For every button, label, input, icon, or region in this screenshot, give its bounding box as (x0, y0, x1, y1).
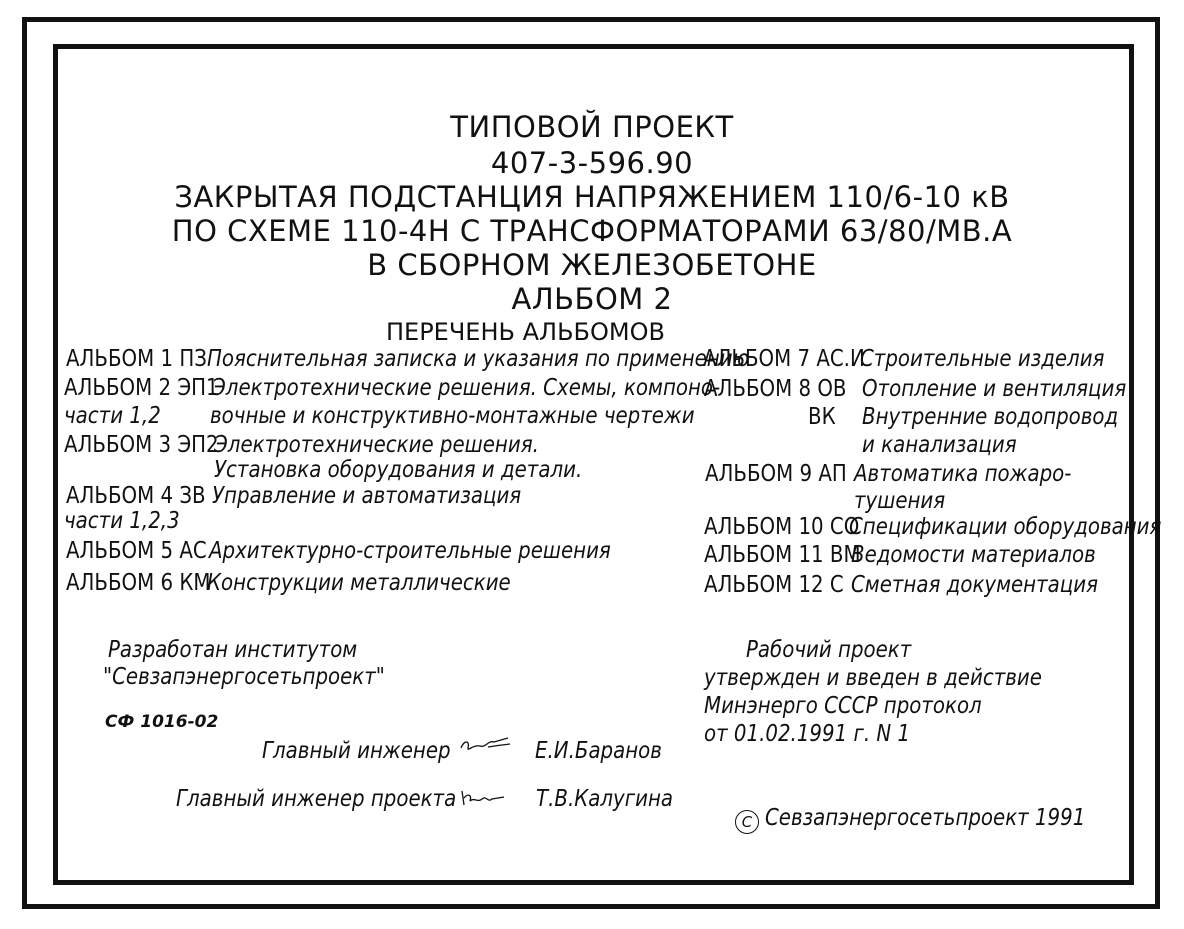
approval-line-2: утвержден и введен в действие (704, 665, 1042, 691)
title-line-concrete: В СБОРНОМ ЖЕЛЕЗОБЕТОНЕ (367, 248, 817, 282)
album-5-code: АЛЬБОМ 5 АС (66, 538, 207, 564)
album-6-desc: Конструкции металлические (207, 570, 511, 596)
developer-line-1: Разработан институтом (108, 637, 358, 663)
chief-engineer-name: Е.И.Баранов (535, 738, 662, 764)
album-2-parts: части 1,2 (64, 403, 161, 429)
album-4-code: АЛЬБОМ 4 ЗВ (66, 483, 206, 509)
album-5-desc: Архитектурно-строительные решения (209, 538, 611, 564)
title-album: АЛЬБОМ 2 (511, 282, 673, 316)
album-10-desc: Спецификации оборудования (849, 514, 1162, 540)
album-6-code: АЛЬБОМ 6 КМ (66, 570, 211, 596)
album-4-desc: Управление и автоматизация (212, 483, 522, 509)
album-1-code: АЛЬБОМ 1 ПЗ (66, 346, 207, 372)
document-code: СФ 1016-02 (105, 712, 219, 732)
approval-line-1: Рабочий проект (746, 637, 912, 663)
album-11-code: АЛЬБОМ 11 ВМ (704, 542, 861, 568)
title-line-scheme: ПО СХЕМЕ 110-4Н С ТРАНСФОРМАТОРАМИ 63/80/МВ.А (171, 214, 1013, 248)
album-8b-desc-1: Внутренние водопровод (862, 404, 1119, 430)
album-1-desc: Пояснительная записка и указания по применению (207, 346, 750, 372)
title-project-type: ТИПОВОЙ ПРОЕКТ (450, 110, 734, 144)
chief-engineer-role: Главный инженер (262, 738, 451, 764)
project-engineer-name: Т.В.Калугина (536, 786, 674, 812)
album-9-desc-1: Автоматика пожаро- (854, 461, 1072, 487)
album-11-desc: Ведомости материалов (851, 542, 1096, 568)
album-2-desc-2: вочные и конструктивно-монтажные чертежи (210, 403, 695, 429)
copyright-icon: C (735, 810, 759, 834)
album-3-desc-1: Электротехнические решения. (214, 432, 539, 458)
album-2-desc-1: Электротехнические решения. Схемы, компоно- (212, 375, 721, 401)
title-project-number: 407-3-596.90 (490, 146, 694, 180)
album-2-code: АЛЬБОМ 2 ЭП1 (64, 375, 219, 401)
album-8b-desc-2: и канализация (862, 432, 1017, 458)
album-3-desc-2: Установка оборудования и детали. (214, 457, 583, 483)
copyright: C Севзапэнергосетьпроект 1991 (735, 804, 1137, 834)
approval-line-3: Минэнерго СССР протокол (704, 693, 982, 719)
album-9-code: АЛЬБОМ 9 АП (705, 461, 847, 487)
album-10-code: АЛЬБОМ 10 СО (704, 514, 860, 540)
album-8b-code: ВК (808, 404, 836, 430)
album-12-desc: Сметная документация (851, 572, 1098, 598)
album-4-parts: части 1,2,3 (64, 508, 180, 534)
project-engineer-signature (458, 787, 508, 813)
album-7-code: АЛЬБОМ 7 АС.И (703, 346, 865, 372)
album-8-desc: Отопление и вентиляция (862, 376, 1127, 402)
title-album-list: ПЕРЕЧЕНЬ АЛЬБОМОВ (386, 318, 665, 346)
album-7-desc: Строительные изделия (860, 346, 1105, 372)
album-3-code: АЛЬБОМ 3 ЭП2 (64, 432, 219, 458)
chief-engineer-signature (458, 734, 514, 760)
developer-institute: "Севзапэнергосетьпроект" (103, 664, 385, 690)
album-9-desc-2: тушения (854, 488, 946, 514)
project-engineer-role: Главный инженер проекта (176, 786, 457, 812)
approval-line-4: от 01.02.1991 г. N 1 (704, 721, 911, 747)
title-line-substation: ЗАКРЫТАЯ ПОДСТАНЦИЯ НАПРЯЖЕНИЕМ 110/6-10 кВ (174, 180, 1010, 214)
album-8-code: АЛЬБОМ 8 ОВ (704, 376, 847, 402)
album-12-code: АЛЬБОМ 12 С (704, 572, 844, 598)
